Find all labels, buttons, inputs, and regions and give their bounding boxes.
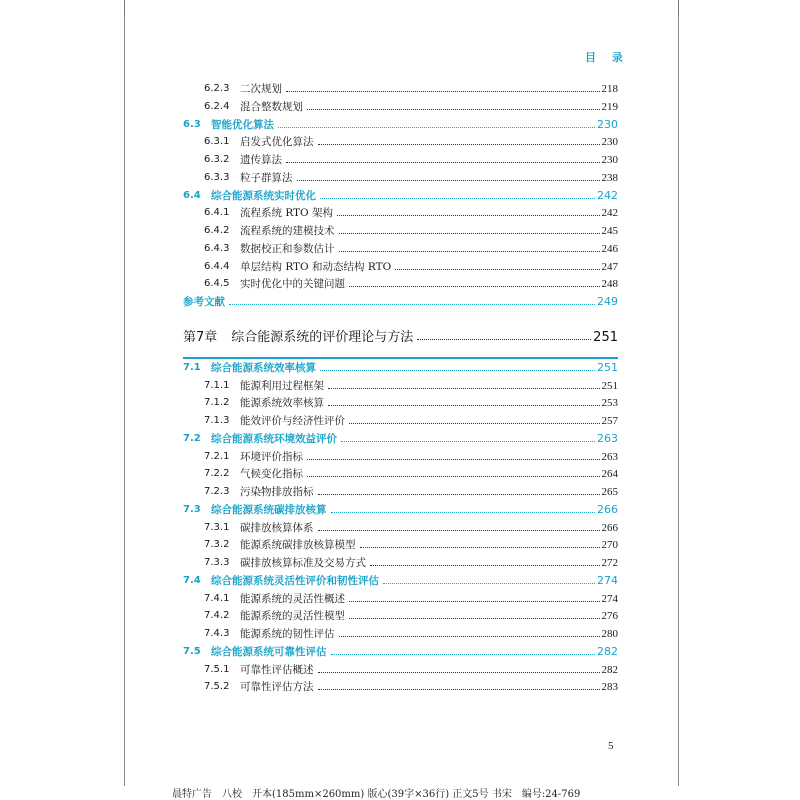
toc-entry-page: 282 <box>601 663 618 676</box>
toc-entry-title: 遗传算法 <box>240 154 282 166</box>
toc-entry-page: 270 <box>601 539 618 552</box>
dot-leader <box>320 197 595 199</box>
dot-leader <box>331 511 596 513</box>
dot-leader <box>341 440 595 442</box>
toc-entry-number: 7.3 <box>183 503 201 515</box>
toc-section-entry <box>183 185 618 203</box>
toc-entry-number: 7.1.3 <box>204 415 230 426</box>
crop-mark-left <box>124 0 125 16</box>
toc-entry-number: 7.2 <box>183 432 201 444</box>
toc-entry-page: 274 <box>601 592 618 605</box>
toc-entry-number: 7.2.3 <box>204 486 230 497</box>
toc-subsection-entry <box>204 623 618 641</box>
toc-subsection-entry <box>204 463 618 481</box>
dot-leader <box>395 268 599 270</box>
printer-info-line: 晨特广告 八校 开本(185mm×260mm) 版心(39字×36行) 正文5号 书宋 编号:24-769 <box>172 789 581 800</box>
dot-leader <box>383 582 595 584</box>
dot-leader <box>286 90 600 92</box>
toc-entry-number: 7.3.3 <box>204 557 230 568</box>
dot-leader <box>318 493 600 495</box>
toc-subsection-entry <box>204 410 618 428</box>
toc-entry-number: 7.2.1 <box>204 450 230 462</box>
dot-leader <box>297 179 600 181</box>
toc-entry-title: 流程系统的建模技术 <box>240 225 335 237</box>
toc-entry-title: 碳排放核算体系 <box>240 521 314 534</box>
toc-subsection-entry <box>204 78 618 96</box>
toc-entry-title: 启发式优化算法 <box>240 136 314 149</box>
toc-entry-title: 综合能源系统效率核算 <box>211 361 316 374</box>
toc-entry-number: 6.3 <box>183 118 201 130</box>
toc-entry-title: 参考文献 <box>183 296 225 308</box>
toc-entry-number: 6.3.1 <box>204 136 230 148</box>
toc-entry-title: 能源系统的灵活性模型 <box>240 610 345 623</box>
toc-entry-page: 218 <box>601 83 618 95</box>
dot-leader <box>349 422 600 424</box>
toc-entry-page: 282 <box>597 644 618 658</box>
toc-entry-page: 242 <box>601 207 618 220</box>
toc-entry-page: 242 <box>597 188 618 202</box>
toc-entry-page: 230 <box>601 136 618 149</box>
toc-entry-title: 流程系统 RTO 架构 <box>240 207 334 220</box>
toc-entry-title: 综合能源系统灵活性评价和韧性评估 <box>211 574 379 587</box>
toc-subsection-entry <box>204 375 618 393</box>
toc-entry-page: 280 <box>601 628 618 640</box>
toc-entry-number: 7.1.2 <box>204 397 230 409</box>
page-edge-left <box>124 16 125 786</box>
toc-entry-page: 264 <box>601 468 618 481</box>
toc-entry-page: 266 <box>601 521 618 534</box>
toc-entry-number: 6.2.3 <box>204 83 230 94</box>
toc-entry-page: 272 <box>601 557 618 569</box>
dot-leader <box>360 546 600 548</box>
dot-leader <box>339 635 600 637</box>
toc-entry-number: 7.1.1 <box>204 379 230 391</box>
toc-subsection-entry <box>204 273 618 291</box>
chapter-divider-rule <box>183 357 618 359</box>
toc-entry-page: 248 <box>601 278 618 291</box>
toc-entry-page: 230 <box>601 154 618 166</box>
toc-entry-title: 能源系统碳排放核算模型 <box>240 539 356 552</box>
toc-section-entry <box>183 428 618 446</box>
dot-leader <box>339 232 600 234</box>
toc-entry-title: 二次规划 <box>240 83 282 95</box>
toc-subsection-entry <box>204 605 618 623</box>
dot-leader <box>349 600 600 602</box>
dot-leader <box>320 369 595 371</box>
toc-entry-number: 7.5 <box>183 645 201 657</box>
toc-entry-title: 单层结构 RTO 和动态结构 RTO <box>240 260 392 273</box>
dot-leader <box>307 475 600 477</box>
toc-subsection-entry <box>204 588 618 606</box>
dot-leader <box>229 303 595 305</box>
dot-leader <box>328 404 600 406</box>
toc-subsection-entry <box>204 552 618 570</box>
toc-entry-number: 6.4.3 <box>204 242 230 254</box>
toc-entry-number: 6.4.4 <box>204 260 230 272</box>
dot-leader <box>349 285 600 287</box>
toc-entry-number: 7.3.1 <box>204 521 230 533</box>
toc-subsection-entry <box>204 167 618 185</box>
toc-subsection-entry <box>204 220 618 238</box>
toc-entry-number: 7.4.2 <box>204 610 230 622</box>
toc-entry-title: 综合能源系统环境效益评价 <box>211 432 337 445</box>
toc-entry-number: 7.5.1 <box>204 663 230 675</box>
toc-entry-number: 第7章 <box>183 329 218 345</box>
toc-subsection-entry <box>204 517 618 535</box>
toc-entry-page: 251 <box>597 360 618 374</box>
toc-entry-title: 实时优化中的关键问题 <box>240 278 345 291</box>
dot-leader <box>349 617 600 619</box>
dot-leader <box>318 143 600 145</box>
toc-chapter-entry <box>183 323 618 345</box>
toc-entry-page: 245 <box>601 225 618 237</box>
toc-entry-number: 6.4.2 <box>204 225 230 236</box>
toc-subsection-entry <box>204 202 618 220</box>
toc-entry-title: 能源系统的韧性评估 <box>240 628 335 640</box>
dot-leader <box>370 564 600 566</box>
toc-entry-title: 能源系统的灵活性概述 <box>240 592 345 605</box>
page-edge-right <box>678 16 679 786</box>
toc-entry-title: 环境评价指标 <box>240 450 303 463</box>
toc-subsection-entry <box>204 149 618 167</box>
toc-entry-page: 253 <box>601 397 618 410</box>
toc-entry-page: 219 <box>601 100 618 113</box>
toc-subsection-entry <box>204 481 618 499</box>
toc-entry-title: 可靠性评估方法 <box>240 681 314 694</box>
crop-mark-right <box>678 0 679 16</box>
toc-entry-page: 257 <box>601 415 618 427</box>
toc-entry-number: 6.3.2 <box>204 154 230 165</box>
toc-entry-number: 6.4 <box>183 189 201 201</box>
toc-entry-page: 230 <box>597 117 618 131</box>
toc-entry-title: 能效评价与经济性评价 <box>240 415 345 427</box>
toc-section-entry <box>183 499 618 517</box>
toc-entry-number: 7.4.3 <box>204 628 230 639</box>
toc-entry-page: 249 <box>597 295 618 308</box>
toc-entry-page: 246 <box>601 242 618 255</box>
toc-subsection-entry <box>204 446 618 464</box>
toc-entry-number: 7.1 <box>183 361 201 373</box>
toc-entry-page: 238 <box>601 171 618 184</box>
toc-entry-number: 6.4.1 <box>204 207 230 219</box>
toc-entry-number: 7.4.1 <box>204 592 230 604</box>
running-header: 目 录 <box>585 51 629 64</box>
dot-leader <box>278 126 595 128</box>
dot-leader <box>307 458 600 460</box>
toc-entry-title: 能源利用过程框架 <box>240 379 324 392</box>
toc-entry-title: 综合能源系统可靠性评估 <box>211 645 327 658</box>
toc-section-entry <box>183 291 618 309</box>
toc-entry-page: 266 <box>597 502 618 516</box>
toc-entry-number: 7.3.2 <box>204 539 230 551</box>
toc-entry-number: 6.4.5 <box>204 278 230 290</box>
toc-entry-title: 可靠性评估概述 <box>240 663 314 676</box>
toc-subsection-entry <box>204 392 618 410</box>
toc-entry-page: 263 <box>597 431 618 445</box>
dot-leader <box>337 214 599 216</box>
dot-leader <box>331 653 596 655</box>
toc-subsection-entry <box>204 256 618 274</box>
toc-entry-title: 碳排放核算标准及交易方式 <box>240 557 366 569</box>
dot-leader <box>328 387 600 389</box>
toc-entry-page: 251 <box>601 379 618 392</box>
dot-leader <box>286 161 600 163</box>
toc-entry-number: 6.2.4 <box>204 100 230 112</box>
toc-entry-number: 7.4 <box>183 574 201 586</box>
dot-leader <box>307 108 600 110</box>
toc-entry-number: 7.2.2 <box>204 468 230 480</box>
toc-section-entry <box>183 114 618 132</box>
toc-section-entry <box>183 357 618 375</box>
toc-subsection-entry <box>204 659 618 677</box>
toc-entry-page: 283 <box>601 681 618 694</box>
toc-entry-title: 智能优化算法 <box>211 118 274 131</box>
toc-entry-title: 能源系统效率核算 <box>240 397 324 410</box>
toc-entry-page: 274 <box>597 573 618 587</box>
toc-entry-title: 粒子群算法 <box>240 171 293 184</box>
dot-leader <box>339 250 600 252</box>
toc-entry-title: 混合整数规划 <box>240 100 303 113</box>
toc-entry-title: 综合能源系统碳排放核算 <box>211 503 327 516</box>
dot-leader <box>417 338 591 340</box>
toc-entry-title: 气候变化指标 <box>240 468 303 481</box>
toc-section-entry <box>183 641 618 659</box>
toc-subsection-entry <box>204 131 618 149</box>
toc-section-entry <box>183 570 618 588</box>
toc-entry-title: 综合能源系统的评价理论与方法 <box>231 329 414 345</box>
toc-entry-title: 数据校正和参数估计 <box>240 242 335 255</box>
toc-subsection-entry <box>204 676 618 694</box>
toc-entry-page: 276 <box>601 610 618 623</box>
toc-subsection-entry <box>204 238 618 256</box>
toc-entry-title: 综合能源系统实时优化 <box>211 189 316 202</box>
toc-entry-number: 6.3.3 <box>204 171 230 183</box>
toc-subsection-entry <box>204 96 618 114</box>
toc-subsection-entry <box>204 534 618 552</box>
toc-entry-number: 7.5.2 <box>204 681 230 693</box>
toc-entry-page: 251 <box>593 329 618 345</box>
toc-entry-page: 263 <box>601 450 618 463</box>
page-number: 5 <box>608 740 614 752</box>
toc-entry-page: 265 <box>601 486 618 498</box>
toc-entry-title: 污染物排放指标 <box>240 486 314 498</box>
dot-leader <box>318 529 600 531</box>
dot-leader <box>318 688 600 690</box>
toc-entry-page: 247 <box>601 260 618 273</box>
dot-leader <box>318 671 600 673</box>
